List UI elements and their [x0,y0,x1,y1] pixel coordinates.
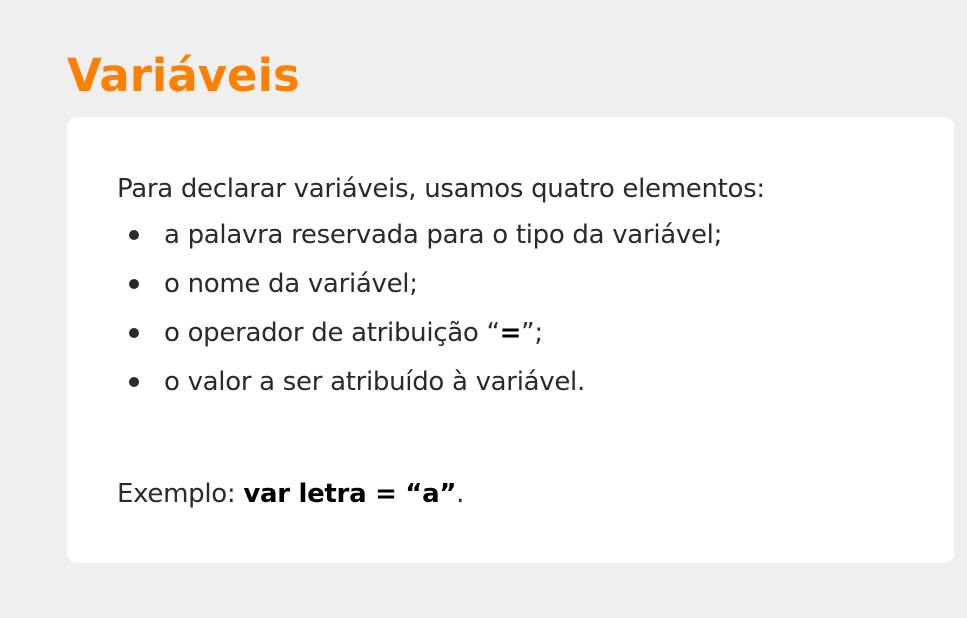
example-code: var letra = “a” [243,479,457,509]
list-item [117,315,924,364]
content-card [67,117,954,563]
example-suffix: . [456,479,465,509]
bullet-icon [129,230,139,240]
list-item [117,217,924,266]
list-item-suffix: ”; [521,318,543,348]
intro-text: Para declarar variáveis, usamos quatro elementos: [117,174,765,204]
card-body [117,171,924,413]
page-title: Variáveis [67,49,300,102]
list-item-text: a palavra reservada para o tipo da variável; [164,220,723,250]
bullet-icon [129,328,139,338]
bullet-icon [129,377,139,387]
list-item-text: o nome da variável; [164,269,418,299]
example-line [117,476,464,512]
assignment-operator: = [499,318,522,348]
element-list [117,217,924,413]
list-item-text: o valor a ser atribuído à variável. [164,367,585,397]
bullet-icon [129,279,139,289]
list-item [117,266,924,315]
example-label: Exemplo: [117,479,244,509]
list-item-text: o operador de atribuição “ [164,318,500,348]
list-item [117,364,924,413]
